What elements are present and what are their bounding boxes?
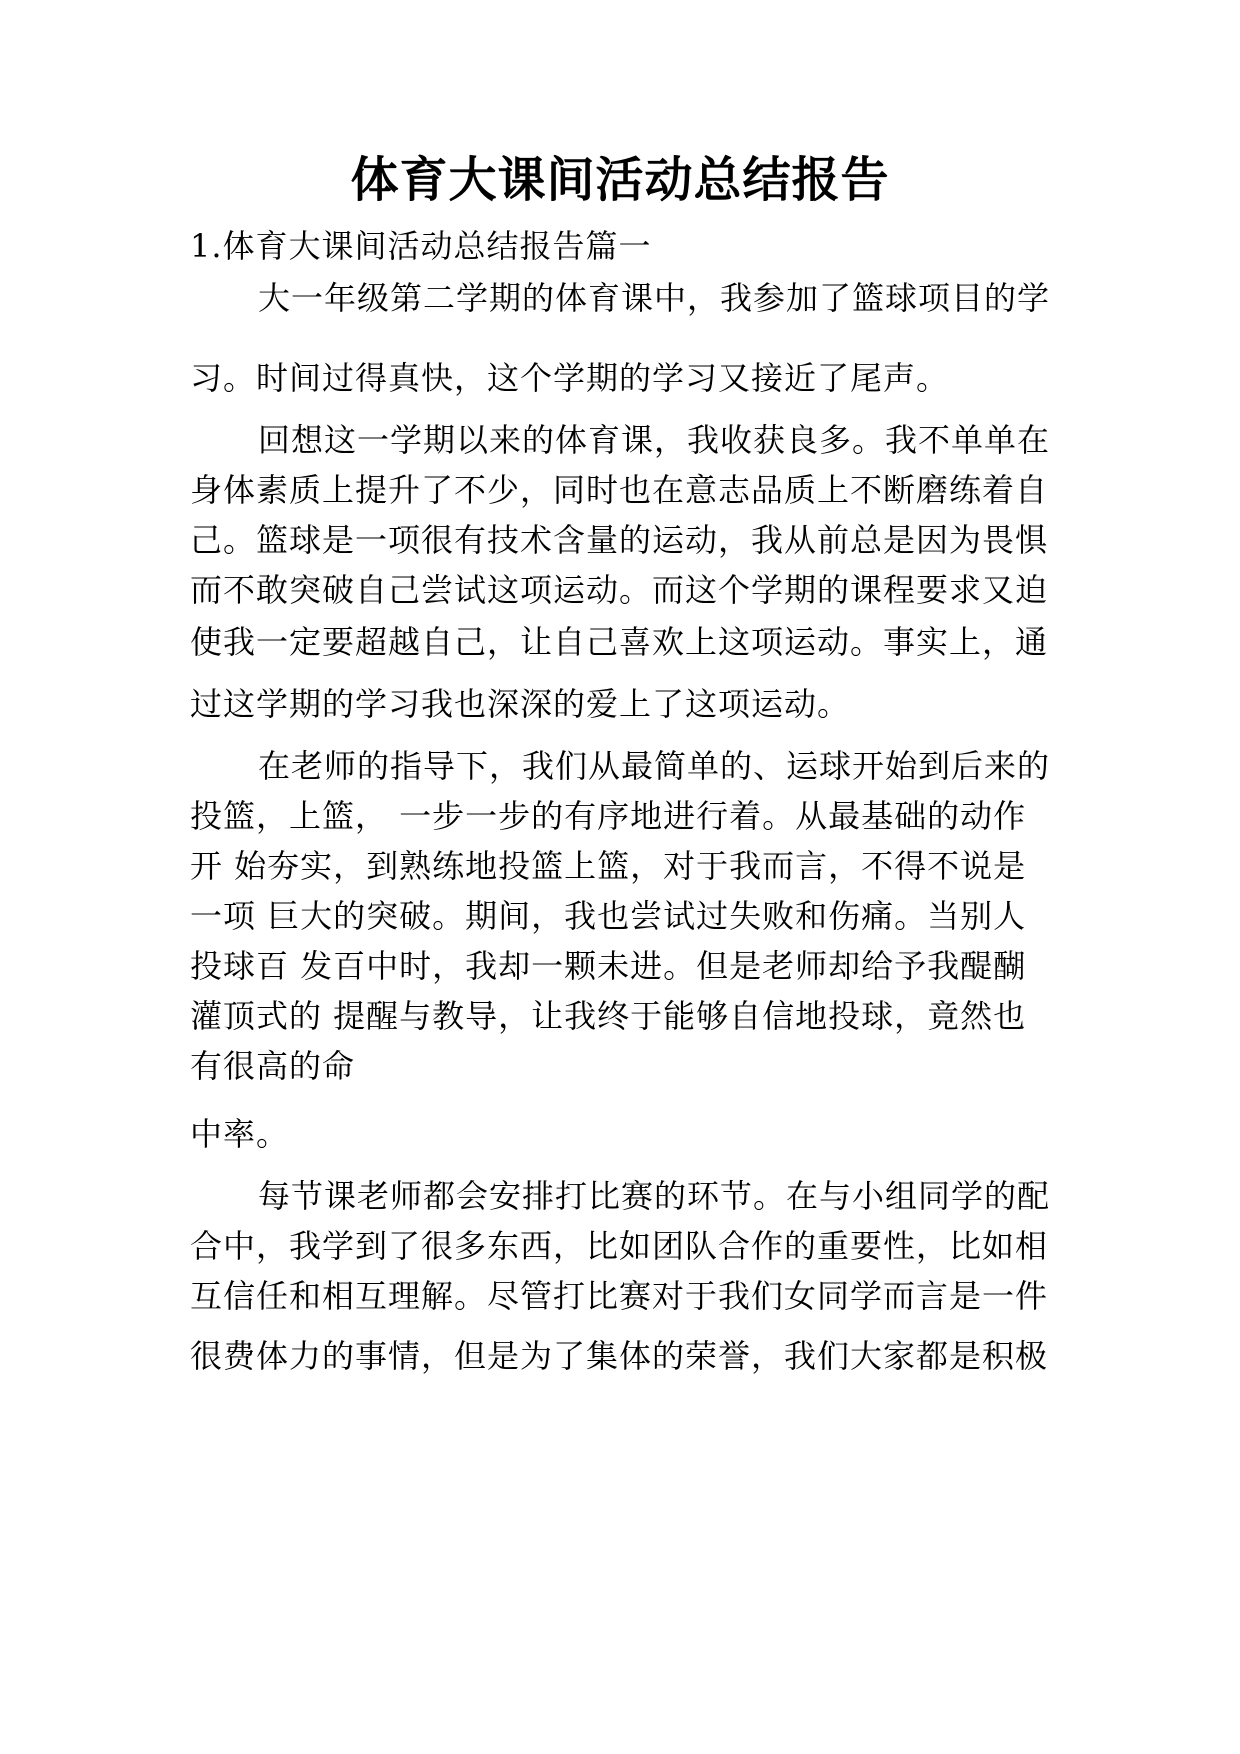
paragraph-line: 合中，我学到了很多东西，比如团队合作的重要性，比如相	[190, 1227, 1049, 1265]
paragraph-line: 身体素质上提升了不少，同时也在意志品质上不断磨练着自	[190, 471, 1049, 509]
paragraph-line: 过这学期的学习我也深深的爱上了这项运动。	[190, 685, 851, 723]
document-title: 体育大课间活动总结报告	[350, 152, 890, 208]
paragraph-line: 大一年级第二学期的体育课中，我参加了篮球项目的学	[258, 279, 1051, 317]
paragraph-line: 有很高的命	[190, 1047, 356, 1085]
paragraph-line: 每节课老师都会安排打比赛的环节。在与小组同学的配	[258, 1177, 1051, 1215]
paragraph-line: 投篮，上篮， 一步一步的有序地进行着。从最基础的动作	[190, 797, 1027, 835]
paragraph-line: 回想这一学期以来的体育课，我收获良多。我不单单在	[258, 421, 1051, 459]
paragraph-line: 使我一定要超越自己，让自己喜欢上这项运动。事实上，通	[190, 623, 1049, 661]
paragraph-line: 己。篮球是一项很有技术含量的运动，我从前总是因为畏惧	[190, 521, 1049, 559]
paragraph-line: 习。时间过得真快，这个学期的学习又接近了尾声。	[190, 359, 950, 397]
paragraph-line: 互信任和相互理解。尽管打比赛对于我们女同学而言是一件	[190, 1277, 1049, 1315]
paragraph-line: 中率。	[190, 1115, 290, 1153]
paragraph-line: 而不敢突破自己尝试这项运动。而这个学期的课程要求又迫	[190, 571, 1049, 609]
section-heading: 1.体育大课间活动总结报告篇一	[190, 227, 652, 265]
paragraph-line: 投球百 发百中时，我却一颗未进。但是老师却给予我醍醐	[190, 947, 1027, 985]
paragraph-line: 很费体力的事情，但是为了集体的荣誉，我们大家都是积极	[190, 1337, 1049, 1375]
paragraph-line: 灌顶式的 提醒与教导，让我终于能够自信地投球，竟然也	[190, 997, 1027, 1035]
paragraph-line: 一项 巨大的突破。期间，我也尝试过失败和伤痛。当别人	[190, 897, 1027, 935]
paragraph-line: 在老师的指导下，我们从最简单的、运球开始到后来的	[258, 747, 1051, 785]
paragraph-line: 开 始夯实，到熟练地投篮上篮，对于我而言，不得不说是	[190, 847, 1027, 885]
